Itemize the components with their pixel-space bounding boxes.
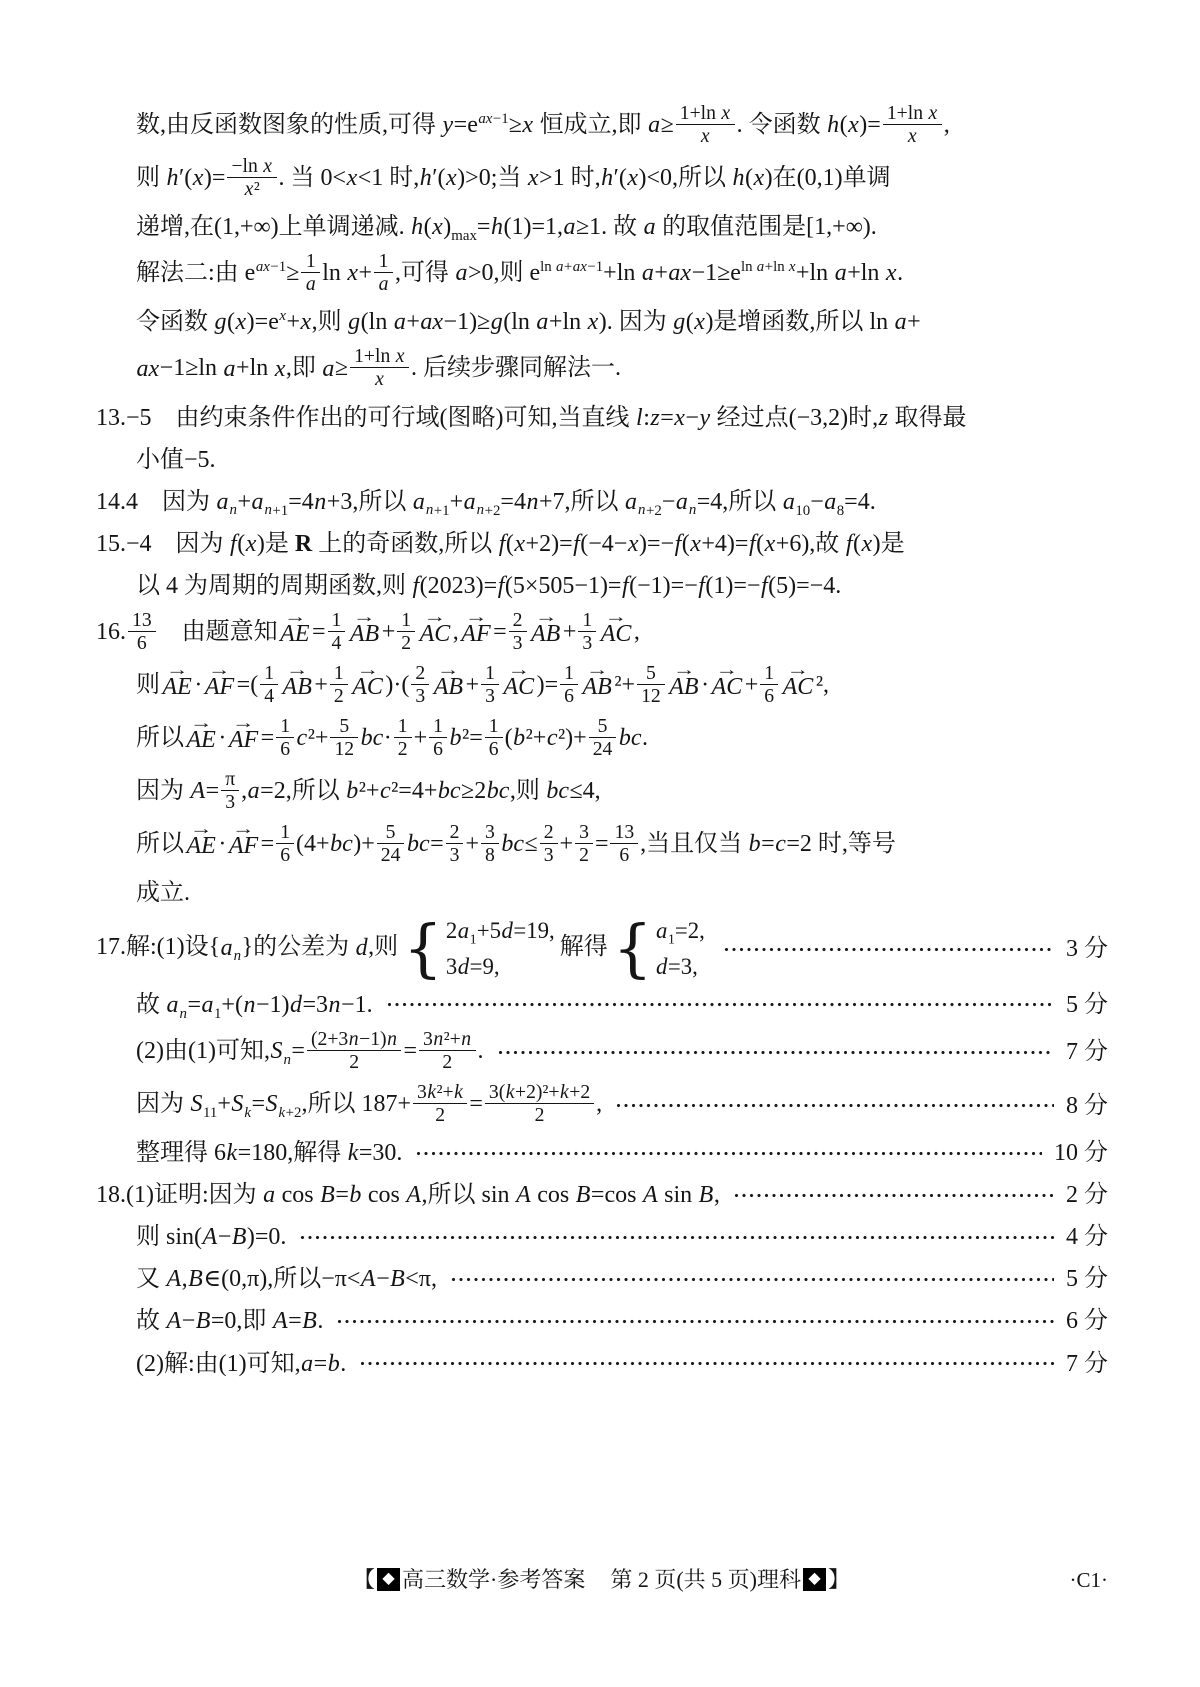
line-text: ax−1≥ln a+ln x,即 a≥ $\frac{\text{1+ln x}}{x}$ . 后续步骤同解法一. — [136, 345, 621, 391]
fraction: $\frac{3}{2}$ — [575, 821, 593, 866]
fraction: $\frac{13}{6}$ — [128, 609, 156, 654]
score-label: 5 分 — [1066, 991, 1108, 1018]
line-text: 故 A−B=0,即 A=B. — [136, 1308, 324, 1335]
vector: → AB — [669, 659, 699, 701]
vector: → AB — [349, 606, 380, 647]
dotted-leader — [360, 1361, 1054, 1366]
line-text: 递增,在(1,+∞)上单调递减. $h(x)_{max}=h(1)=1,a\ge 1$. 故 a 的取值范围是[1,+∞). — [136, 214, 877, 244]
line-text: 数,由反函数图象的性质,可得 $y=e^{ax-1}\ge x$ 恒成立,即 a≥ $\frac{\text{1+ln x}}{x}$ . 令函数 h(x)= $\frac{\text{1+ln x}}{x}$ , — [136, 102, 950, 148]
vector: → AB — [582, 659, 612, 701]
fraction: $\frac{5}{12}$ — [637, 662, 665, 707]
answer-line — [96, 1083, 1108, 1128]
line-text: 18.(1)证明:因为 a cos B=b cos A,所以 sin A cos B=cos A sin B, — [96, 1182, 720, 1209]
answer-line — [96, 347, 1108, 392]
line-text: 故 $a_n=a_1+(n-1)d=3n-1$. — [136, 991, 373, 1022]
line-text: 所以 → AE · → AF = $\frac{1}{6}$ c²+ $\frac{5}{12}$ bc· $\frac{1}{2}$ + $\frac{1}{6}$ b²= $\frac{1}{6}$ (b²+c²)+ $\frac{5}{24}$ bc. — [136, 712, 649, 761]
answer-line — [96, 1220, 1108, 1254]
diamond-icon: ◆ — [803, 1568, 826, 1591]
line-text: 成立. — [136, 880, 190, 907]
line-text: 以 4 为周期的周期函数,则 f(2023)=f(5×505−1)=f(−1)=−f(1)=−f(5)=−4. — [136, 572, 842, 599]
fraction: $\frac{2}{3}$ — [446, 821, 464, 866]
answer-line — [96, 569, 1108, 603]
fraction: $\frac{\pi}{3}$ — [221, 768, 239, 813]
answer-line — [96, 1178, 1108, 1212]
answer-line — [96, 819, 1108, 868]
vector: → AF — [228, 712, 259, 754]
case-row: d=3, — [655, 953, 698, 979]
dotted-leader — [451, 1277, 1054, 1282]
answer-line — [96, 876, 1108, 910]
dotted-leader — [416, 1151, 1042, 1156]
dotted-leader — [616, 1103, 1054, 1108]
fraction: $\frac{\text{1+ln x}}{x}$ — [350, 345, 409, 390]
footer-title-block — [95, 1564, 1108, 1595]
line-text: (2)解:由(1)可知,a=b. — [136, 1350, 347, 1377]
case-row: { $2a_1+5d=19$, — [445, 918, 555, 949]
score-label: 2 分 — [1066, 1182, 1108, 1209]
fraction: $\frac{1}{6}$ — [760, 662, 778, 707]
fraction: $\frac{1}{6}$ — [429, 715, 447, 760]
fraction: $\frac{2}{3}$ — [540, 821, 558, 866]
fraction: $\frac{\text{3n²+n}}{2}$ — [419, 1028, 476, 1073]
fraction: $\frac{1}{2}$ — [330, 662, 348, 707]
answer-line — [96, 305, 1108, 339]
vector: → AE — [186, 819, 216, 860]
answer-line — [96, 988, 1108, 1022]
answer-line — [96, 210, 1108, 244]
footer-page-info: 第 2 页(共 5 页)理科 — [610, 1567, 801, 1592]
answer-line — [96, 1304, 1108, 1338]
answer-line — [96, 712, 1108, 762]
line-text: 则 sin(A−B)=0. — [136, 1224, 287, 1251]
answer-line — [96, 1347, 1108, 1381]
score-label: 8 分 — [1066, 1092, 1108, 1119]
answer-line — [96, 1027, 1108, 1075]
answer-line — [96, 770, 1108, 815]
dotted-leader — [734, 1193, 1054, 1198]
fraction: $\frac{\text{3(k+2)²+k+2}}{2}$ — [485, 1081, 594, 1126]
fraction: $\frac{1}{4}$ — [328, 609, 346, 654]
fraction: $\frac{\text{−ln x}}{\text{x²}}$ — [227, 155, 276, 200]
fraction: $\frac{5}{24}$ — [589, 715, 617, 760]
fraction: $\frac{5}{24}$ — [377, 821, 405, 866]
case-row: 3d=9, — [445, 953, 500, 979]
score-label: 4 分 — [1066, 1224, 1108, 1251]
vector: → AF — [461, 606, 491, 647]
fraction: $\frac{\text{3k²+k}}{2}$ — [413, 1081, 467, 1126]
vector: → AC — [782, 659, 814, 701]
vector: → AB — [282, 659, 312, 701]
footer-open-bracket: 【 — [352, 1567, 375, 1592]
fraction: $\frac{2}{3}$ — [509, 609, 527, 654]
answer-line — [96, 443, 1108, 477]
dotted-leader — [724, 947, 1054, 952]
dotted-leader — [387, 1002, 1054, 1007]
line-text: 15.−4 因为 f(x)是 R 上的奇函数,所以 f(x+2)=f(−4−x)=−f(x+4)=f(x+6),故 f(x)是 — [96, 530, 905, 557]
fraction: $\frac{1}{3}$ — [481, 662, 499, 707]
fraction: $\frac{13}{6}$ — [610, 821, 638, 866]
line-text: 则 h′(x)= $\frac{\text{−ln x}}{\text{x²}}$ . 当 0<x<1 时,h′(x)>0;当 x>1 时,h′(x)<0,所以 h(x)在(0,1)单调 — [136, 155, 891, 201]
vector: → AC — [503, 659, 535, 701]
dotted-leader — [337, 1319, 1054, 1324]
score-label: 3 分 — [1066, 936, 1108, 963]
fraction: $\frac{\text{1+ln x}}{x}$ — [676, 102, 735, 147]
fraction: $\frac{1}{2}$ — [394, 715, 412, 760]
vector: → AE — [280, 606, 310, 647]
footer-label: 高三数学·参考答案 — [402, 1567, 586, 1592]
line-text: 小值−5. — [136, 446, 216, 473]
fraction: $\frac{1}{a}$ — [301, 250, 320, 295]
line-text: (2)由(1)可知$,S_n=$ $\frac{(2+3n-1)n}{2}$ = $\frac{\text{3n²+n}}{2}$ . — [136, 1027, 484, 1073]
fraction: $\frac{1}{6}$ — [276, 715, 294, 760]
line-text: 令函数 $g(x)=e^x+x$,则 g(ln a+ax−1)≥g(ln a+ln x). 因为 g(x)是增函数,所以 ln a+ — [136, 308, 921, 336]
fraction: $\frac{1}{6}$ — [560, 662, 578, 707]
answer-line — [96, 659, 1108, 709]
page-footer — [95, 1564, 1108, 1595]
score-label: 7 分 — [1066, 1039, 1108, 1066]
vector: → AC — [711, 659, 743, 701]
line-text: 14.4 因为 $a_n+a_{n+1}=4n+3$,所以 $a_{n+1}+a_{n+2}=4n+7$,所以 $a_{n+2}-a_n=4$,所以 $a_{10}-a_8=4$. — [96, 488, 876, 519]
footer-paper-code: ·C1· — [1069, 1568, 1108, 1592]
answer-line — [96, 1136, 1108, 1170]
vector: → AC — [419, 606, 451, 647]
line-text: 13.−5 由约束条件作出的可行域(图略)可知,当直线 l:z=x−y 经过点(−3,2)时,z 取得最 — [96, 404, 967, 431]
answers-content — [0, 104, 1200, 1389]
dotted-leader — [300, 1235, 1054, 1240]
answer-line — [96, 485, 1108, 519]
answer-line — [96, 252, 1108, 297]
vector: → AB — [433, 659, 464, 701]
line-text: 则 → AE · → AF =( $\frac{1}{4}$ → AB + $\frac{1}{2}$ → AC )·( $\frac{2}{3}$ → AB + $\frac{1}{3}$ → AC )= $\frac{1}{6}$ → AB ²+ $\frac{5}{12}$ → AB · → AC + $\frac{1}{6}$ → AC ², — [136, 659, 830, 708]
fraction: $\frac{1}{4}$ — [260, 662, 278, 707]
fraction: $\frac{1}{a}$ — [374, 250, 393, 295]
vector: → AE — [162, 659, 192, 701]
vector: → AC — [352, 659, 383, 701]
fraction: $\frac{2}{3}$ — [411, 662, 429, 707]
answer-line — [96, 606, 1108, 656]
line-text: 16. $\frac{13}{6}$ 由题意知 → AE = $\frac{1}{4}$ → AB + $\frac{1}{2}$ → AC , → AF = $\frac{2}{3}$ → AB + $\frac{1}{3}$ → AC , — [96, 606, 640, 654]
answer-line — [96, 401, 1108, 435]
line-text: 因为 $S_{11}+S_k=S_{k+2}$,所以 187+ $\frac{\text{3k²+k}}{2}$ = $\frac{\text{3(k+2)²+k+2}}{2}$ , — [136, 1081, 603, 1127]
fraction: $\frac{5}{12}$ — [330, 715, 358, 760]
line-text: 整理得 6k=180,解得 k=30. — [136, 1140, 403, 1167]
answer-line — [96, 1262, 1108, 1296]
cases-brace — [403, 918, 555, 979]
score-label: 6 分 — [1066, 1308, 1108, 1335]
fraction: $\frac{1}{6}$ — [276, 821, 294, 866]
line-text: 所以 → AE · → AF = $\frac{1}{6}$ (4+bc)+ $\frac{5}{24}$ bc= $\frac{2}{3}$ + $\frac{3}{8}$ bc≤ $\frac{2}{3}$ + $\frac{3}{2}$ = $\frac{13}{6}$ ,当且仅当 b=c=2 时,等号 — [136, 819, 896, 867]
fraction: $\frac{1}{2}$ — [397, 609, 415, 654]
diamond-icon: ◆ — [377, 1568, 400, 1591]
fraction: $\frac{1}{3}$ — [578, 609, 596, 654]
vector: → AF — [204, 659, 235, 701]
line-text: 17.解:(1)设$\{a_n\}$的公差为 d,则 { $2a_1+5d=19$, 3d=9, 解得 { $a_1=2$, d=3, — [96, 918, 710, 979]
score-label: 10 分 — [1054, 1140, 1108, 1167]
answer-line — [96, 157, 1108, 202]
fraction: $\frac{1}{6}$ — [485, 715, 503, 760]
vector: → AF — [228, 819, 259, 860]
answer-line — [96, 527, 1108, 561]
score-label: 7 分 — [1066, 1350, 1108, 1377]
cases-brace — [613, 918, 705, 979]
vector: → AE — [186, 712, 216, 754]
line-text: 解法二:由 $e^{ax-1}\ge$ $\frac{1}{a}$ ln x+ $\frac{1}{a}$ ,可得 a>0,则 $e^{ln a+ax-1}+\ln$ $a+ax-1\ge e^{ln a+ln x}+\ln$ a+ln x. — [136, 250, 904, 296]
line-text: 又 A,B∈(0,π),所以−π<A−B<π, — [136, 1266, 437, 1293]
case-row: { $a_1=2$, — [655, 918, 705, 949]
vector: → AC — [600, 606, 632, 647]
answer-line — [96, 918, 1108, 979]
fraction: $\frac{(2+3n-1)n}{2}$ — [307, 1028, 402, 1073]
answer-line — [96, 104, 1108, 149]
fraction: $\frac{\text{1+ln x}}{x}$ — [883, 102, 942, 147]
score-label: 5 分 — [1066, 1266, 1108, 1293]
footer-close-bracket: 】 — [827, 1567, 850, 1592]
line-text: 因为 A= $\frac{\pi}{3}$ ,a=2,所以 b²+c²=4+bc≥2bc,则 bc≤4, — [136, 768, 601, 814]
fraction: $\frac{3}{8}$ — [481, 821, 499, 866]
vector: → AB — [531, 606, 561, 647]
dotted-leader — [498, 1050, 1054, 1055]
